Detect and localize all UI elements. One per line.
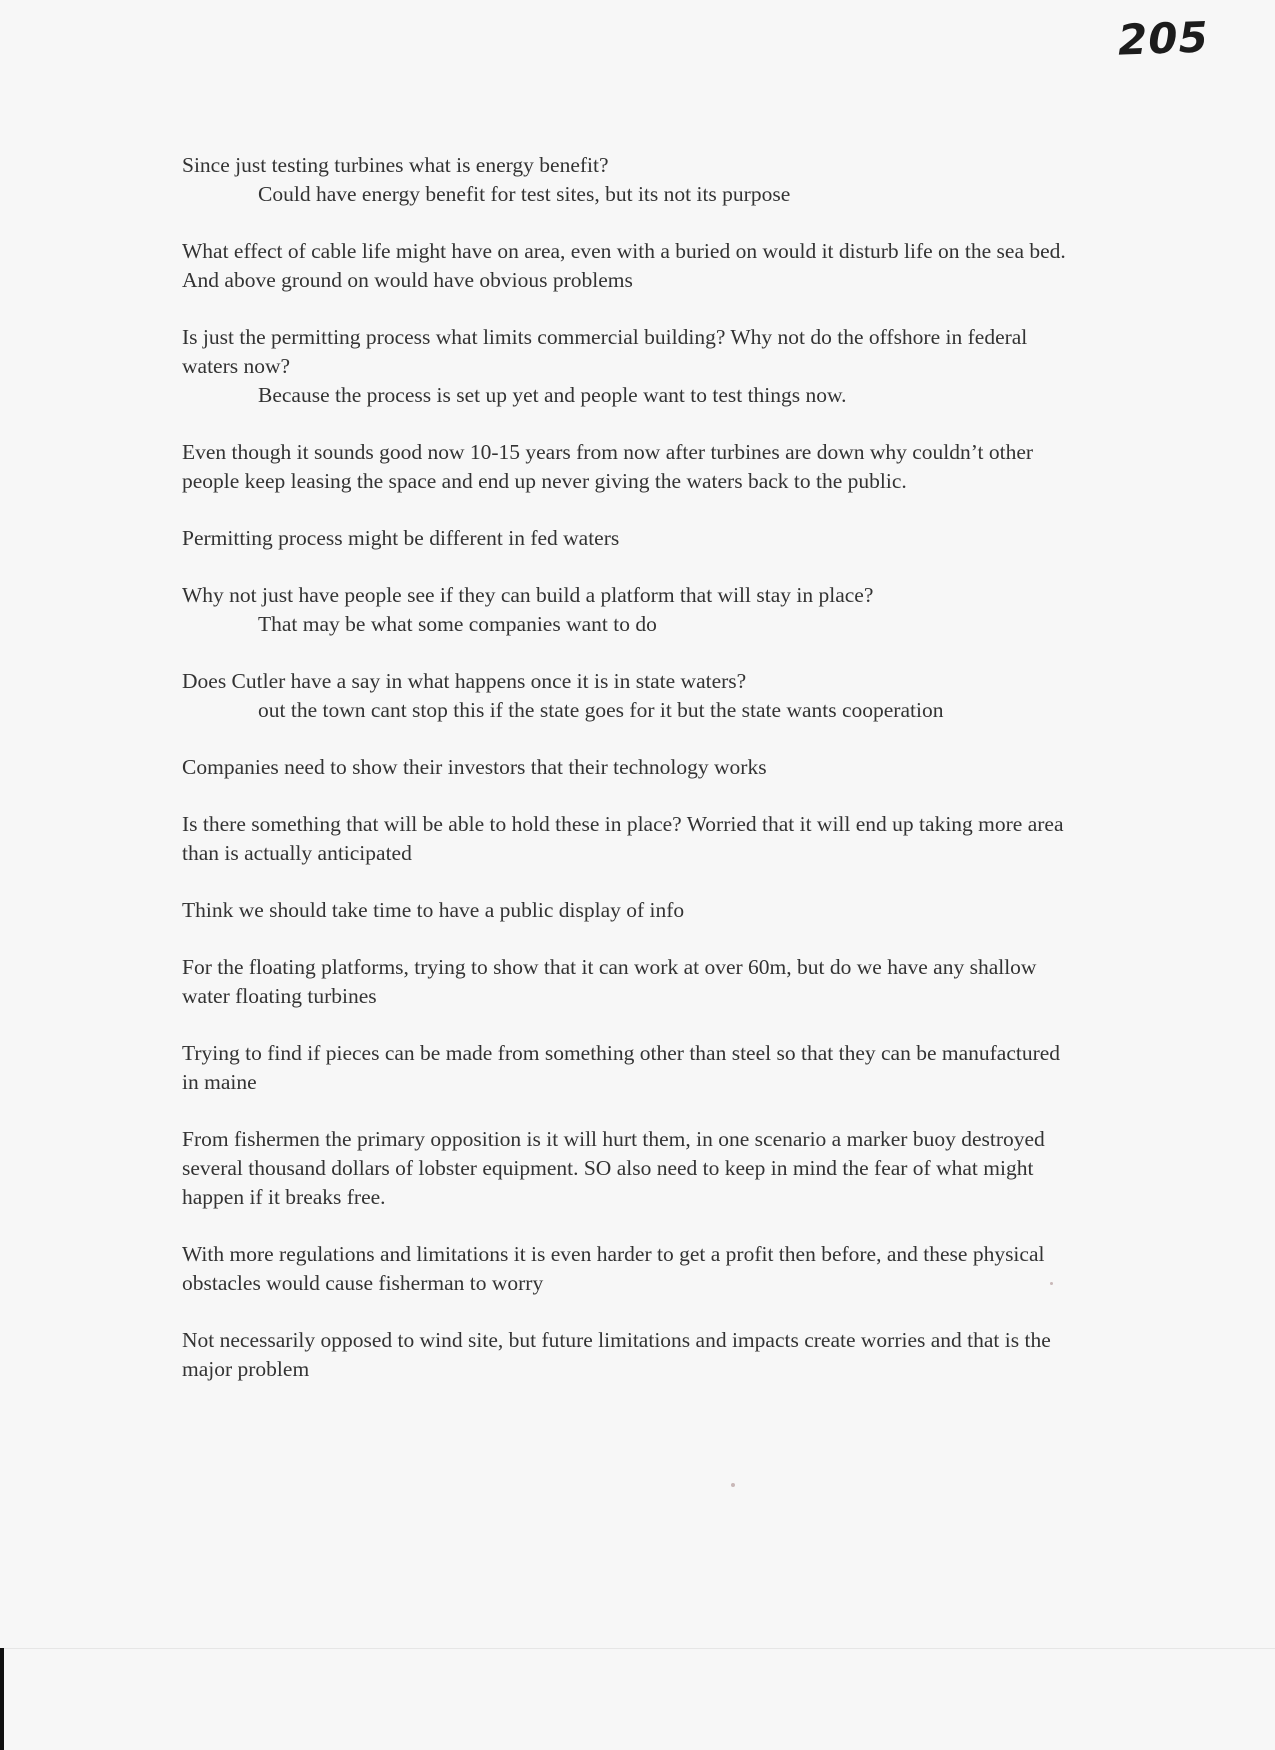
- note-question: For the floating platforms, trying to show that it can work at over 60m, but do we have any shallow water floating turbines: [182, 955, 1037, 1008]
- note-answer: That may be what some companies want to do: [258, 612, 657, 636]
- note-item: [182, 237, 1082, 295]
- note-question: From fishermen the primary opposition is it will hurt them, in one scenario a marker buoy destroyed several thousand dollars of lobster equipment. SO also need to keep in mind the fear of what might happen if it breaks free.: [182, 1127, 1045, 1209]
- note-question: Companies need to show their investors that their technology works: [182, 755, 767, 779]
- note-item: [182, 438, 1082, 496]
- note-answer: Because the process is set up yet and people want to test things now.: [258, 383, 847, 407]
- scan-speck: [731, 1483, 735, 1487]
- scan-speck: [1050, 1282, 1053, 1285]
- note-item: [182, 810, 1082, 868]
- note-question: Not necessarily opposed to wind site, but future limitations and impacts create worries and that is the major problem: [182, 1328, 1051, 1381]
- note-question: Does Cutler have a say in what happens once it is in state waters?: [182, 669, 747, 693]
- note-item: [182, 1039, 1082, 1097]
- note-item: [182, 953, 1082, 1011]
- note-answer: out the town cant stop this if the state goes for it but the state wants cooperation: [258, 698, 944, 722]
- note-question: What effect of cable life might have on area, even with a buried on would it disturb life on the sea bed. And above ground on would have obvious problems: [182, 239, 1066, 292]
- note-question: Trying to find if pieces can be made from something other than steel so that they can be manufactured in maine: [182, 1041, 1061, 1094]
- note-item: [182, 151, 1082, 209]
- note-item: [182, 667, 1082, 725]
- scan-bottom-line: [0, 1648, 1275, 1649]
- handwritten-page-number: 205: [1117, 12, 1210, 65]
- note-answer: Could have energy benefit for test sites, but its not its purpose: [258, 182, 791, 206]
- note-item: [182, 1326, 1082, 1384]
- note-item: [182, 1240, 1082, 1298]
- note-question: Is there something that will be able to hold these in place? Worried that it will end up taking more area than is actually anticipated: [182, 812, 1064, 865]
- meeting-notes: [182, 151, 1082, 1384]
- note-question: Since just testing turbines what is energy benefit?: [182, 153, 609, 177]
- note-question: Why not just have people see if they can build a platform that will stay in place?: [182, 583, 874, 607]
- note-item: [182, 896, 1082, 925]
- note-item: [182, 524, 1082, 553]
- note-question: Think we should take time to have a public display of info: [182, 898, 685, 922]
- note-question: Is just the permitting process what limits commercial building? Why not do the offshore in federal waters now?: [182, 325, 1028, 378]
- note-item: [182, 581, 1082, 639]
- note-question: Permitting process might be different in fed waters: [182, 526, 620, 550]
- note-item: [182, 753, 1082, 782]
- note-question: With more regulations and limitations it is even harder to get a profit then before, and these physical obstacles would cause fisherman to worry: [182, 1242, 1045, 1295]
- note-item: [182, 323, 1082, 410]
- scan-left-edge-mark: [0, 1648, 4, 1750]
- note-question: Even though it sounds good now 10-15 years from now after turbines are down why couldn’t other people keep leasing the space and end up never giving the waters back to the public.: [182, 440, 1034, 493]
- note-item: [182, 1125, 1082, 1212]
